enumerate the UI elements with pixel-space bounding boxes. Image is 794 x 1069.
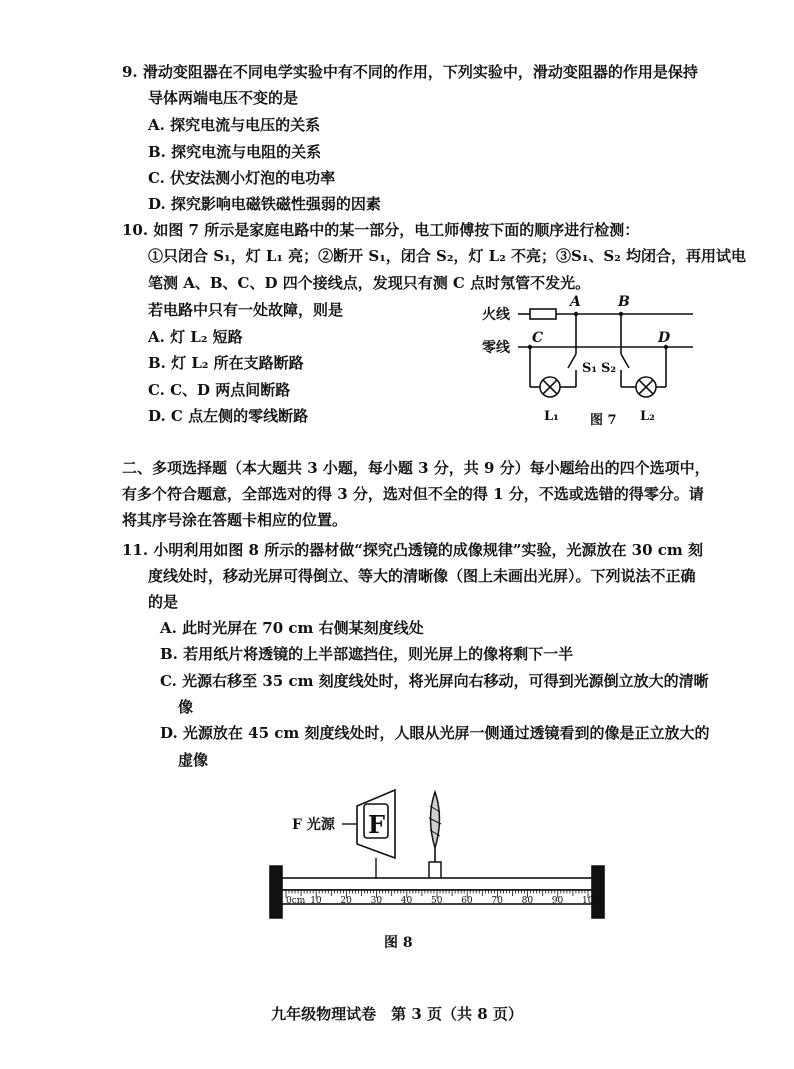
convex-lens-icon — [431, 792, 440, 848]
ruler-tick-label: 80 — [521, 896, 534, 906]
q11-option-a: A. 此时光屏在 70 cm 右侧某刻度线处 — [160, 619, 424, 637]
lamp-l1-label: L₁ — [544, 409, 559, 424]
fuse-icon — [530, 309, 556, 319]
ruler-tick-label: 100 — [582, 896, 600, 906]
source-label: F 光源 — [292, 817, 335, 833]
q11-stem-line2: 度线处时，移动光屏可得倒立、等大的清晰像（图上未画出光屏）。下列说法不正确 — [148, 567, 696, 585]
q9-option-c: C. 伏安法测小灯泡的电功率 — [148, 169, 336, 187]
page-footer: 九年级物理试卷 第 3 页（共 8 页） — [271, 1005, 523, 1023]
ruler-tick-label: 30 — [370, 896, 383, 906]
q11-stem-line1: 11. 小明利用如图 8 所示的器材做“探究凸透镜的成像规律”实验，光源放在 30 cm 刻 — [122, 541, 704, 559]
q9-option-b: B. 探究电流与电阻的关系 — [148, 143, 322, 161]
point-b-label: B — [618, 294, 630, 310]
source-letter: F — [368, 810, 386, 839]
bench-left-leg — [270, 866, 282, 918]
ruler-tick-label: 60 — [461, 896, 473, 906]
ruler-tick-label: 90 — [551, 896, 564, 906]
bench-right-leg — [592, 866, 604, 918]
point-a-label: A — [570, 294, 581, 310]
q10-option-c: C. C、D 两点间断路 — [148, 381, 291, 399]
ruler-tick-label: 10 — [310, 896, 322, 906]
q10-stem-line3: 笔测 A、B、C、D 四个接线点，发现只有测 C 点时氖管不发光。 — [148, 274, 591, 292]
section2-line3: 将其序号涂在答题卡相应的位置。 — [122, 511, 348, 529]
q10-option-d: D. C 点左侧的零线断路 — [148, 407, 309, 425]
q9-stem-line2: 导体两端电压不变的是 — [148, 89, 299, 107]
q10-option-a: A. 灯 L₂ 短路 — [148, 328, 243, 346]
q11-option-c-line1: C. 光源右移至 35 cm 刻度线处时，将光屏向右移动，可得到光源倒立放大的清晰 — [160, 672, 709, 690]
section2-line2: 有多个符合题意，全部选对的得 3 分，选对但不全的得 1 分，不选或选错的得零分。请 — [122, 485, 704, 503]
ruler-tick-label: 70 — [491, 896, 503, 906]
ruler-tick-label: 50 — [431, 896, 443, 906]
switch-s1-label: S₁ — [582, 361, 598, 376]
live-wire-label: 火线 — [482, 307, 510, 323]
q10-stem-line2: ①只闭合 S₁，灯 L₁ 亮；②断开 S₁，闭合 S₂，灯 L₂ 不亮；③S₁、S₂ 均闭合，再用试电 — [148, 247, 747, 265]
figure-8-optical-bench — [262, 778, 622, 928]
ruler-tick-label: 40 — [400, 896, 413, 906]
switch-s1-icon — [568, 354, 576, 368]
q11-stem-line3: 的是 — [148, 593, 179, 611]
ruler-tick-label: 0cm — [286, 896, 306, 906]
q10-stem-line1: 10. 如图 7 所示是家庭电路中的某一部分，电工师傅按下面的顺序进行检测： — [122, 221, 640, 239]
figure-7-circuit — [478, 292, 698, 432]
q11-option-b: B. 若用纸片将透镜的上半部遮挡住，则光屏上的像将剩下一半 — [160, 645, 574, 663]
section2-line1: 二、多项选择题（本大题共 3 小题，每小题 3 分，共 9 分）每小题给出的四个选项中， — [122, 459, 710, 477]
figure-7-caption: 图 7 — [590, 413, 617, 428]
q11-option-d-line1: D. 光源放在 45 cm 刻度线处时，人眼从光屏一侧通过透镜看到的像是正立放大的 — [160, 724, 710, 742]
figure-8-caption: 图 8 — [384, 935, 413, 951]
q9-option-d: D. 探究影响电磁铁磁性强弱的因素 — [148, 195, 381, 213]
lamp-l2-label: L₂ — [640, 409, 655, 424]
ruler-tick-label: 20 — [340, 896, 352, 906]
point-d-label: D — [658, 330, 671, 346]
q11-option-d-line2: 虚像 — [178, 751, 209, 769]
point-c-label: C — [532, 330, 544, 346]
q9-option-a: A. 探究电流与电压的关系 — [148, 116, 321, 134]
q9-stem-line1: 9. 滑动变阻器在不同电学实验中有不同的作用，下列实验中，滑动变阻器的作用是保持 — [122, 63, 698, 81]
switch-s2-label: S₂ — [601, 361, 617, 376]
neutral-wire-label: 零线 — [482, 340, 510, 356]
q11-option-c-line2: 像 — [178, 698, 194, 716]
q10-stem-line4: 若电路中只有一处故障，则是 — [148, 301, 344, 319]
switch-s2-icon — [621, 354, 629, 368]
q10-option-b: B. 灯 L₂ 所在支路断路 — [148, 354, 304, 372]
